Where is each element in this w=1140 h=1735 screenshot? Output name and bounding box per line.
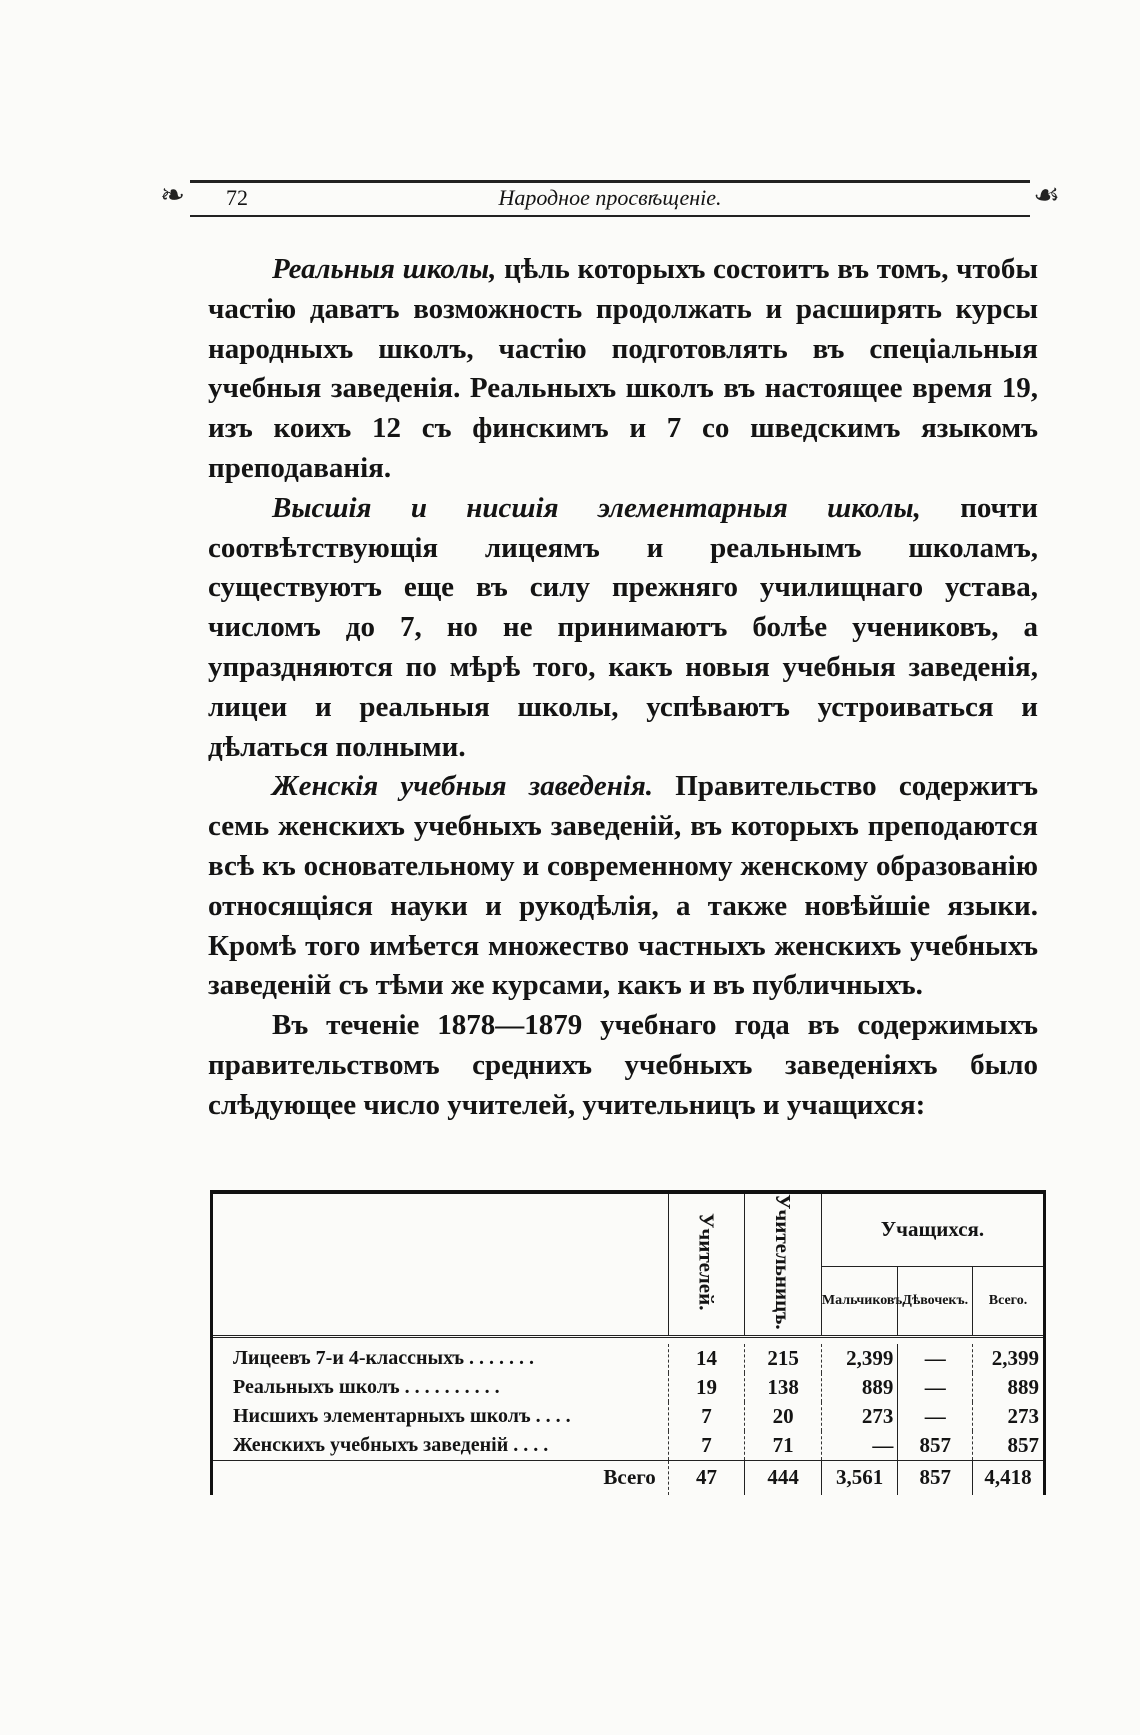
row-label: Нисшихъ элементарныхъ школъ . . . . xyxy=(233,1404,571,1427)
paragraph-text: цѣль которыхъ состоитъ въ томъ, чтобы частію даватъ возможность продолжать и расширять курсы народныхъ школъ, частію подготовлять въ спеціальныя учебныя заведенія. Реальныхъ школъ въ настоящее время 19, изъ коихъ 12 съ финскимъ и 7 со шведскимъ языкомъ преподаванія. xyxy=(208,253,1038,484)
table-row xyxy=(213,1402,1043,1431)
table-row xyxy=(213,1344,1043,1373)
paragraph-text: почти соотвѣтствующія лицеямъ и реальнымъ школамъ, существуютъ еще въ силу прежняго училищнаго устава, числомъ до 7, но не принимаютъ болѣе учениковъ, а упраздняются по мѣрѣ того, какъ новыя учебныя заведенія, лицеи и реальныя школы, успѣваютъ устроиваться и дѣлаться полными. xyxy=(208,491,1038,763)
paragraph xyxy=(208,1006,1038,1125)
cell-girls: — xyxy=(898,1344,973,1373)
total-girls: 857 xyxy=(898,1460,973,1495)
paragraph-text: Правительство содержитъ семь женскихъ учебныхъ заведеній, въ которыхъ преподаются всѣ къ основательному и современному женскому образованію относящіяся науки и рукодѣлія, а также новѣйшіе языки. Кромѣ того имѣется множество частныхъ женскихъ учебныхъ заведеній съ тѣми же курсами, какъ и въ публичныхъ. xyxy=(208,770,1038,1002)
cell-total: 273 xyxy=(972,1402,1043,1431)
cell-total: 2,399 xyxy=(972,1344,1043,1373)
table-row xyxy=(213,1431,1043,1461)
cell-girls: 857 xyxy=(898,1431,973,1461)
cell-total: 889 xyxy=(972,1373,1043,1402)
row-label: Женскихъ учебныхъ заведеній . . . . xyxy=(233,1433,549,1456)
paragraph-lead: Реальныя школы, xyxy=(272,253,497,285)
row-label: Реальныхъ школъ . . . . . . . . . . xyxy=(233,1375,500,1398)
cell-boys: 889 xyxy=(821,1373,898,1402)
paragraph-text: Въ теченіе 1878—1879 учебнаго года въ содержимыхъ правительствомъ среднихъ учебныхъ заведеніяхъ было слѣдующее число учителей, учительницъ и учащихся: xyxy=(208,1009,1038,1121)
table-corner xyxy=(213,1194,668,1336)
cell-boys: 2,399 xyxy=(821,1344,898,1373)
col-header-pupils: Учащихся. xyxy=(821,1194,1043,1266)
cell-teachers: 19 xyxy=(668,1373,745,1402)
cell-boys: — xyxy=(821,1431,898,1461)
cell-girls: — xyxy=(898,1373,973,1402)
page-number: 72 xyxy=(226,185,248,210)
cell-teachers-f: 138 xyxy=(745,1373,822,1402)
col-header-total: Всего. xyxy=(972,1266,1043,1336)
cell-teachers: 14 xyxy=(668,1344,745,1373)
cell-boys: 273 xyxy=(821,1402,898,1431)
table-row xyxy=(213,1373,1043,1402)
running-header xyxy=(160,178,1060,217)
cell-teachers-f: 20 xyxy=(745,1402,822,1431)
paragraph-lead: Женскія учебныя заведенія. xyxy=(272,770,654,803)
total-teachers: 47 xyxy=(668,1460,745,1495)
cell-total: 857 xyxy=(972,1431,1043,1461)
total-boys: 3,561 xyxy=(821,1460,898,1495)
col-header-teachers: Учителей. xyxy=(668,1194,745,1336)
cell-teachers-f: 215 xyxy=(745,1344,822,1373)
paragraph xyxy=(208,489,1038,768)
col-header-teachers-f: Учительницъ. xyxy=(745,1194,822,1336)
paragraph xyxy=(208,767,1038,1006)
paragraph-lead: Высшія и нисшія элементарныя школы, xyxy=(272,491,921,524)
col-header-boys: Мальчиковъ. xyxy=(821,1266,898,1336)
cell-teachers: 7 xyxy=(668,1402,745,1431)
row-label: Лицеевъ 7-и 4-классныхъ . . . . . . . xyxy=(233,1346,535,1369)
body-text xyxy=(208,250,1038,1126)
total-total: 4,418 xyxy=(972,1460,1043,1495)
cell-teachers-f: 71 xyxy=(745,1431,822,1461)
total-label: Всего xyxy=(213,1460,668,1495)
cell-teachers: 7 xyxy=(668,1431,745,1461)
statistics-table xyxy=(210,1190,1046,1495)
cell-girls: — xyxy=(898,1402,973,1431)
col-header-girls: Дѣвочекъ. xyxy=(898,1266,973,1336)
total-teachers-f: 444 xyxy=(745,1460,822,1495)
paragraph xyxy=(208,250,1038,489)
ornament-left-icon: ❧ xyxy=(160,178,186,213)
running-title: Народное просвѣщеніе. xyxy=(498,185,722,210)
ornament-right-icon: ☙ xyxy=(1033,178,1060,213)
total-row xyxy=(213,1460,1043,1495)
